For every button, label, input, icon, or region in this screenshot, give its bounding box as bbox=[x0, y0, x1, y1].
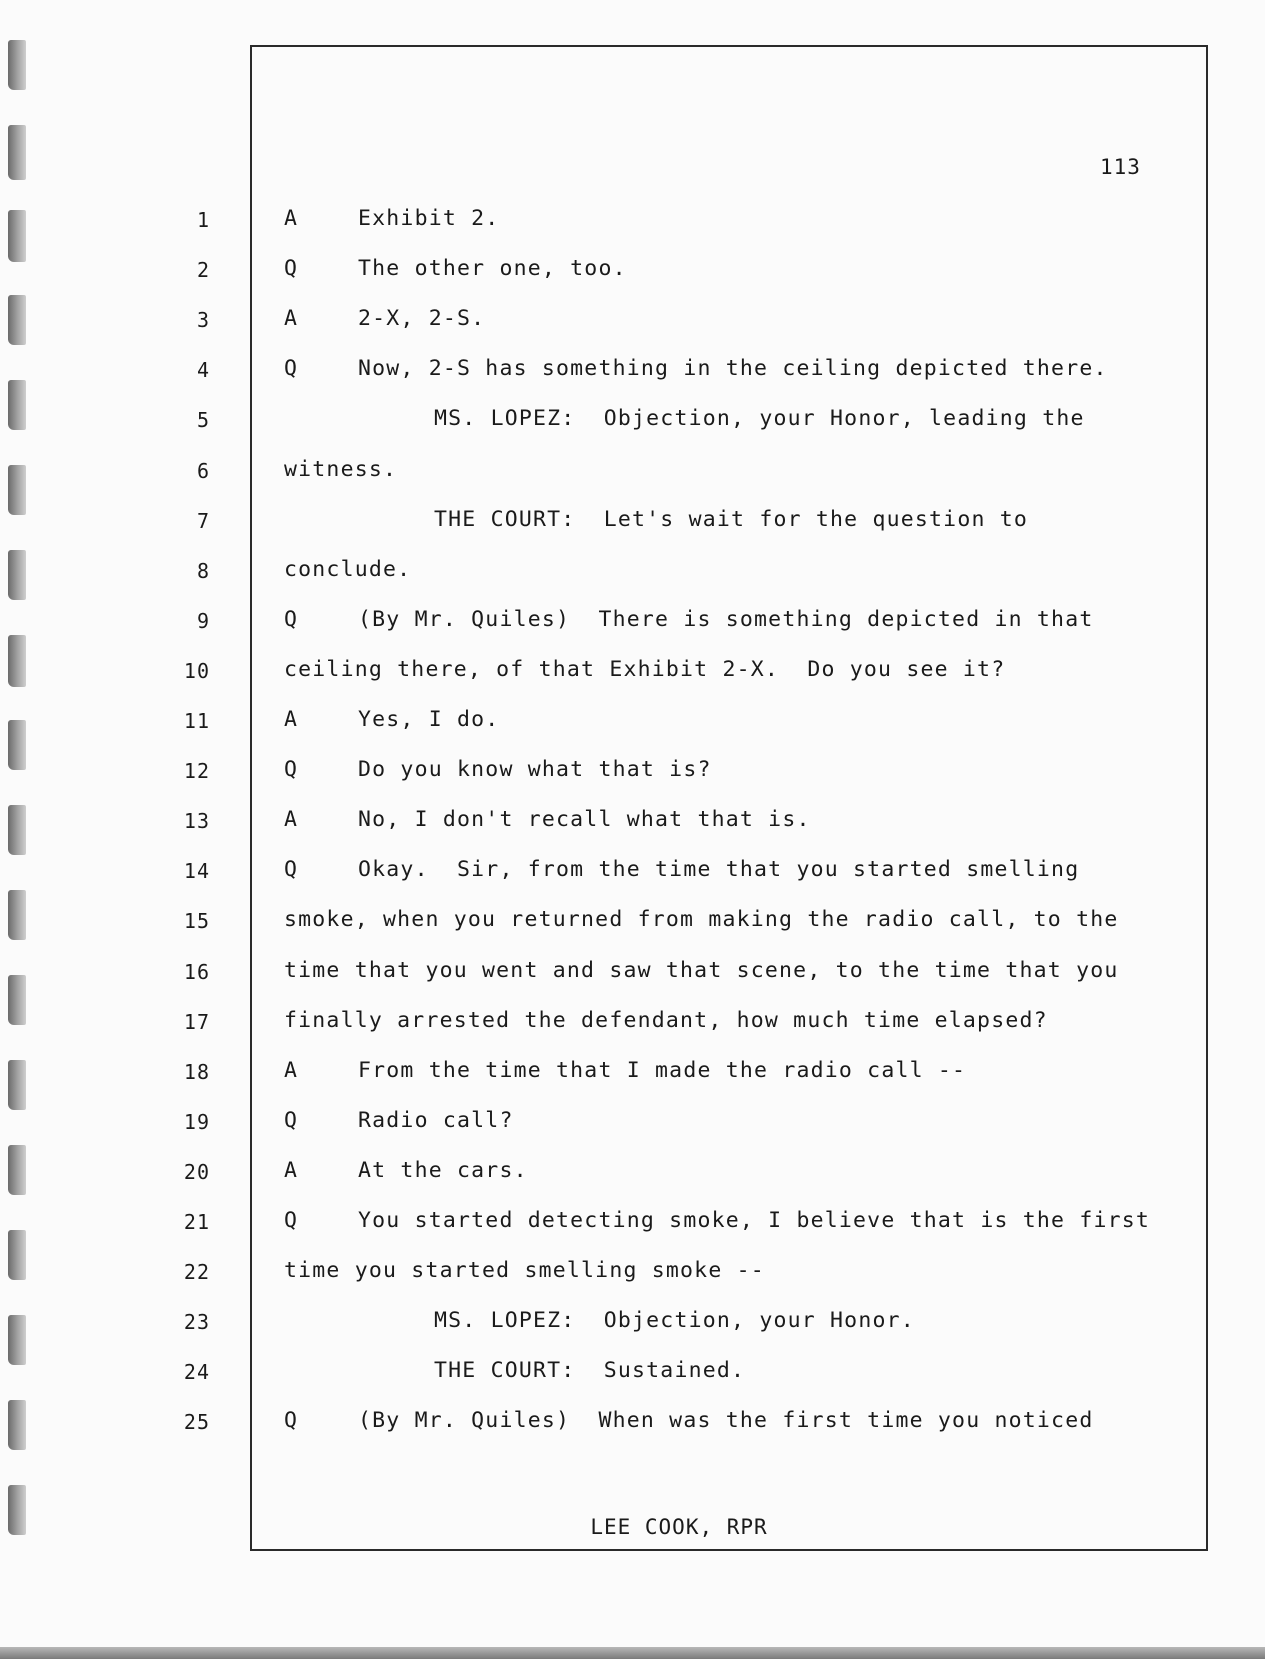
line-text: MS. LOPEZ: Objection, your Honor, leading the bbox=[434, 406, 1085, 432]
scan-edge bbox=[0, 1647, 1265, 1659]
line-text: Do you know what that is? bbox=[358, 757, 712, 783]
line-number: 19 bbox=[183, 1109, 210, 1134]
line-number: 20 bbox=[183, 1159, 210, 1184]
line-number: 8 bbox=[196, 558, 210, 583]
line-text: 2-X, 2-S. bbox=[358, 306, 486, 332]
line-number: 21 bbox=[183, 1210, 210, 1234]
line-number: 12 bbox=[183, 759, 210, 784]
line-text: THE COURT: Let's wait for the question to bbox=[434, 506, 1029, 532]
line-text: (By Mr. Quiles) There is something depicted in that bbox=[358, 606, 1094, 632]
speaker-marker: A bbox=[284, 1157, 299, 1183]
speaker-marker: A bbox=[284, 306, 299, 332]
line-text: ceiling there, of that Exhibit 2-X. Do you see it? bbox=[284, 656, 1006, 682]
line-number: 4 bbox=[196, 358, 210, 383]
line-text: Okay. Sir, from the time that you started smelling bbox=[358, 857, 1080, 883]
line-text: time that you went and saw that scene, to the time that you bbox=[284, 957, 1119, 983]
punch-hole bbox=[8, 40, 26, 90]
line-number: 18 bbox=[183, 1059, 210, 1084]
line-text: Exhibit 2. bbox=[358, 206, 500, 231]
speaker-marker: Q bbox=[284, 1408, 299, 1434]
line-text: witness. bbox=[284, 456, 398, 482]
line-number: 23 bbox=[183, 1310, 210, 1335]
line-number: 22 bbox=[183, 1260, 210, 1285]
line-number: 11 bbox=[183, 709, 210, 733]
punch-hole bbox=[8, 125, 26, 180]
line-text: finally arrested the defendant, how much time elapsed? bbox=[284, 1007, 1048, 1033]
line-text: The other one, too. bbox=[358, 256, 627, 282]
line-text: No, I don't recall what that is. bbox=[358, 807, 811, 833]
line-number: 13 bbox=[183, 809, 210, 834]
line-text: THE COURT: Sustained. bbox=[434, 1358, 746, 1384]
line-text: Yes, I do. bbox=[358, 707, 500, 732]
line-text: MS. LOPEZ: Objection, your Honor. bbox=[434, 1308, 915, 1334]
line-text: conclude. bbox=[284, 556, 412, 582]
line-text: Now, 2-S has something in the ceiling depicted there. bbox=[358, 356, 1108, 382]
line-number: 10 bbox=[183, 658, 210, 683]
speaker-marker: Q bbox=[284, 857, 299, 883]
speaker-marker: Q bbox=[284, 1208, 299, 1233]
line-number: 17 bbox=[183, 1009, 210, 1034]
line-text: You started detecting smoke, I believe that is the first bbox=[358, 1208, 1151, 1233]
speaker-marker: A bbox=[284, 807, 299, 833]
line-text: Radio call? bbox=[358, 1107, 514, 1133]
speaker-marker: Q bbox=[284, 256, 299, 282]
line-text: (By Mr. Quiles) When was the first time you noticed bbox=[358, 1408, 1094, 1434]
line-number: 6 bbox=[196, 458, 210, 483]
reporter-footer: LEE COOK, RPR bbox=[590, 1515, 768, 1539]
speaker-marker: A bbox=[284, 206, 299, 231]
line-number: 1 bbox=[196, 208, 210, 232]
speaker-marker: Q bbox=[284, 606, 299, 632]
speaker-marker: Q bbox=[284, 356, 299, 382]
line-number: 14 bbox=[183, 859, 210, 884]
page-number: 113 bbox=[1100, 155, 1141, 179]
line-number: 5 bbox=[196, 408, 210, 433]
punch-hole bbox=[8, 1485, 26, 1535]
speaker-marker: A bbox=[284, 1057, 299, 1083]
speaker-marker: Q bbox=[284, 1107, 299, 1133]
line-text: time you started smelling smoke -- bbox=[284, 1258, 765, 1284]
line-number: 15 bbox=[183, 909, 210, 934]
speaker-marker: Q bbox=[284, 757, 299, 783]
line-text: At the cars. bbox=[358, 1157, 528, 1183]
line-number: 7 bbox=[196, 508, 210, 533]
line-number: 3 bbox=[196, 308, 210, 333]
line-number: 24 bbox=[183, 1360, 210, 1385]
line-text: smoke, when you returned from making the radio call, to the bbox=[284, 907, 1119, 933]
line-number: 25 bbox=[183, 1410, 210, 1435]
line-number: 16 bbox=[183, 959, 210, 984]
line-number: 2 bbox=[196, 258, 210, 283]
speaker-marker: A bbox=[284, 707, 299, 732]
line-number: 9 bbox=[196, 608, 210, 633]
line-text: From the time that I made the radio call -- bbox=[358, 1057, 967, 1083]
